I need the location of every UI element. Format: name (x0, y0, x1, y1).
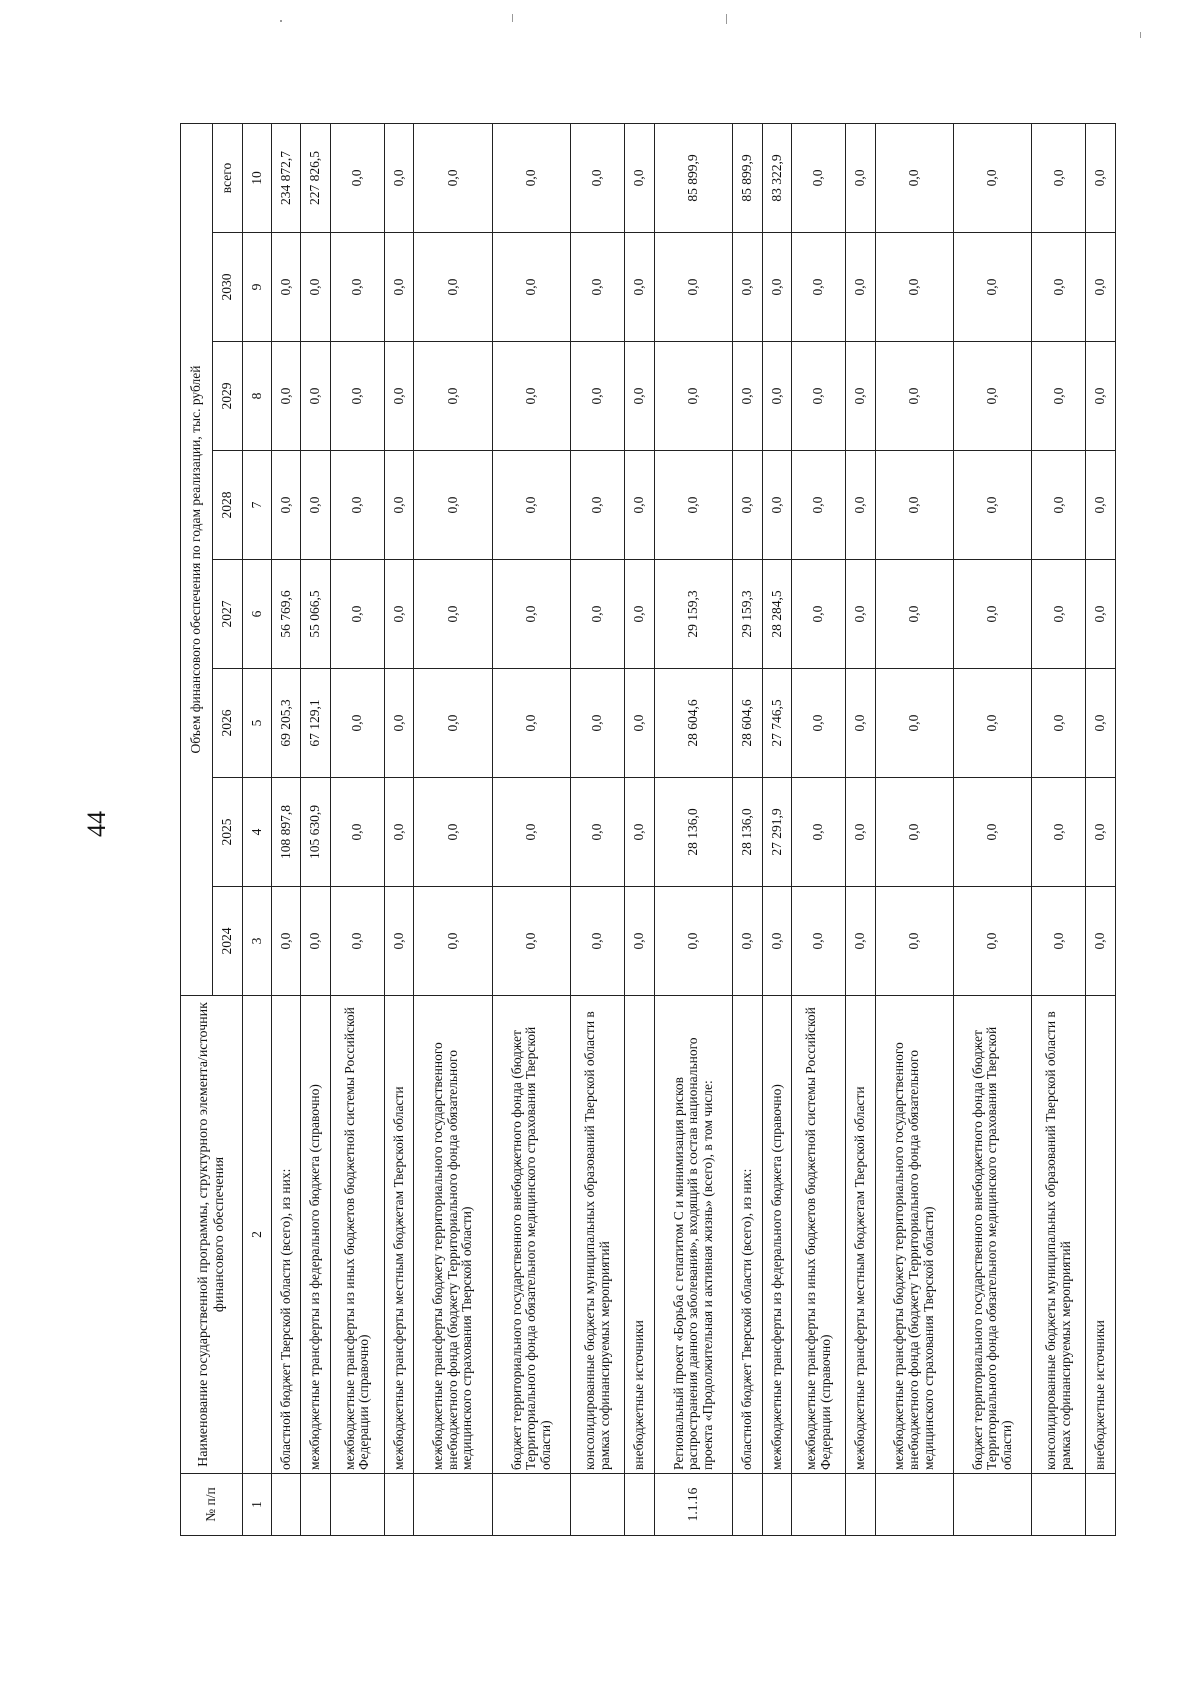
row-value: 0,0 (492, 560, 570, 669)
table-row (625, 123, 654, 1535)
row-value: 0,0 (571, 778, 625, 887)
row-number (733, 1474, 762, 1536)
row-value: 105 630,9 (301, 778, 330, 887)
row-value: 0,0 (733, 233, 762, 342)
row-number (384, 1474, 413, 1536)
table-body (272, 123, 1116, 1535)
row-value: 55 066,5 (301, 560, 330, 669)
row-value: 0,0 (875, 560, 953, 669)
row-number (301, 1474, 330, 1536)
row-number (414, 1474, 492, 1536)
row-number (846, 1474, 875, 1536)
row-value: 0,0 (654, 887, 732, 996)
table-row (762, 123, 791, 1535)
row-value: 0,0 (1032, 342, 1086, 451)
row-value: 0,0 (301, 233, 330, 342)
row-value: 0,0 (733, 887, 762, 996)
row-value: 0,0 (792, 451, 846, 560)
row-name: Региональный проект «Борьба с гепатитом С и минимизация рисков распространения данного заболевания», входящий в состав национального проекта «Продолжительная и активная жизнь» (всего), в том числе: (654, 996, 732, 1474)
row-value: 0,0 (953, 778, 1031, 887)
header-year: 2026 (213, 669, 243, 778)
table-row (414, 123, 492, 1535)
row-value: 0,0 (301, 451, 330, 560)
row-name: межбюджетные трансферты бюджету территориального государственного внебюджетного фонда (бюджету Территориального фонда обязательного медицинского страхования Тверской области) (875, 996, 953, 1474)
row-name: межбюджетные трансферты местным бюджетам Тверской области (846, 996, 875, 1474)
row-value: 69 205,3 (272, 669, 301, 778)
row-name: консолидированные бюджеты муниципальных образований Тверской области в рамках софинансируемых мероприятий (571, 996, 625, 1474)
row-name: областной бюджет Тверской области (всего), из них: (733, 996, 762, 1474)
row-value: 0,0 (571, 233, 625, 342)
row-value: 0,0 (654, 451, 732, 560)
table-row (1032, 123, 1086, 1535)
column-index: 1 (243, 1474, 272, 1536)
row-number (1032, 1474, 1086, 1536)
row-number (492, 1474, 570, 1536)
row-value: 0,0 (414, 778, 492, 887)
row-number (330, 1474, 384, 1536)
row-value: 0,0 (1032, 233, 1086, 342)
row-value: 0,0 (1086, 887, 1116, 996)
row-value: 0,0 (571, 560, 625, 669)
row-value: 0,0 (846, 123, 875, 232)
row-value: 0,0 (846, 560, 875, 669)
row-value: 0,0 (792, 233, 846, 342)
row-value: 0,0 (384, 887, 413, 996)
row-value: 28 604,6 (733, 669, 762, 778)
row-value: 0,0 (571, 342, 625, 451)
row-value: 0,0 (1086, 669, 1116, 778)
row-value: 0,0 (301, 342, 330, 451)
row-value: 0,0 (1032, 560, 1086, 669)
column-index: 4 (243, 778, 272, 887)
row-value: 0,0 (792, 342, 846, 451)
row-value: 0,0 (792, 669, 846, 778)
row-value: 0,0 (330, 778, 384, 887)
row-value: 0,0 (625, 451, 654, 560)
row-value: 0,0 (846, 887, 875, 996)
row-value: 0,0 (953, 560, 1031, 669)
column-index: 5 (243, 669, 272, 778)
row-value: 0,0 (330, 669, 384, 778)
table-row (654, 123, 732, 1535)
row-value: 0,0 (571, 123, 625, 232)
row-value: 227 826,5 (301, 123, 330, 232)
row-value: 0,0 (384, 560, 413, 669)
row-value: 0,0 (414, 887, 492, 996)
row-name: межбюджетные трансферты из федерального бюджета (справочно) (762, 996, 791, 1474)
row-value: 0,0 (384, 342, 413, 451)
scan-speck (726, 14, 727, 24)
row-value: 28 136,0 (733, 778, 762, 887)
rotated-table-container (180, 124, 1116, 1536)
row-value: 0,0 (272, 451, 301, 560)
header-name: Наименование государственной программы, структурного элемента/источник финансового обеспечения (181, 996, 243, 1474)
row-value: 0,0 (953, 233, 1031, 342)
row-value: 0,0 (1032, 451, 1086, 560)
row-value: 0,0 (875, 451, 953, 560)
scan-speck (512, 14, 513, 22)
row-value: 0,0 (846, 669, 875, 778)
table-row (492, 123, 570, 1535)
row-value: 0,0 (654, 342, 732, 451)
scan-speck (280, 20, 282, 22)
row-value: 0,0 (1032, 669, 1086, 778)
row-value: 27 746,5 (762, 669, 791, 778)
table-row (571, 123, 625, 1535)
row-value: 0,0 (762, 451, 791, 560)
row-number (272, 1474, 301, 1536)
row-name: межбюджетные трансферты местным бюджетам Тверской области (384, 996, 413, 1474)
row-value: 0,0 (492, 451, 570, 560)
row-name: внебюджетные источники (625, 996, 654, 1474)
table-row (1086, 123, 1116, 1535)
row-value: 0,0 (1032, 123, 1086, 232)
column-index: 9 (243, 233, 272, 342)
row-value: 0,0 (846, 778, 875, 887)
row-value: 0,0 (792, 887, 846, 996)
row-value: 0,0 (846, 451, 875, 560)
row-value: 85 899,9 (654, 123, 732, 232)
row-value: 27 291,9 (762, 778, 791, 887)
row-name: областной бюджет Тверской области (всего), из них: (272, 996, 301, 1474)
row-value: 0,0 (414, 451, 492, 560)
row-value: 0,0 (792, 778, 846, 887)
row-value: 0,0 (492, 669, 570, 778)
row-value: 28 284,5 (762, 560, 791, 669)
row-value: 0,0 (492, 342, 570, 451)
page-number: 44 (82, 811, 111, 837)
row-value: 0,0 (272, 887, 301, 996)
table-row (953, 123, 1031, 1535)
row-value: 0,0 (875, 342, 953, 451)
row-value: 0,0 (330, 560, 384, 669)
row-value: 0,0 (384, 778, 413, 887)
header-year: 2029 (213, 342, 243, 451)
row-value: 0,0 (625, 233, 654, 342)
row-value: 0,0 (953, 669, 1031, 778)
row-number (1086, 1474, 1116, 1536)
header-year: 2027 (213, 560, 243, 669)
row-value: 0,0 (384, 233, 413, 342)
row-number: 1.1.16 (654, 1474, 732, 1536)
row-name: бюджет территориального государственного внебюджетного фонда (бюджет Территориального фонда обязательного медицинского страхования Тверской области) (492, 996, 570, 1474)
row-value: 0,0 (625, 887, 654, 996)
row-value: 0,0 (1086, 342, 1116, 451)
row-value: 0,0 (414, 123, 492, 232)
row-number (875, 1474, 953, 1536)
row-value: 0,0 (846, 233, 875, 342)
row-value: 0,0 (875, 778, 953, 887)
row-name: консолидированные бюджеты муниципальных образований Тверской области в рамках софинансируемых мероприятий (1032, 996, 1086, 1474)
row-number (762, 1474, 791, 1536)
row-value: 0,0 (571, 887, 625, 996)
column-index: 8 (243, 342, 272, 451)
table-row (272, 123, 301, 1535)
row-value: 0,0 (792, 560, 846, 669)
row-value: 0,0 (654, 233, 732, 342)
row-value: 0,0 (733, 342, 762, 451)
row-number (571, 1474, 625, 1536)
table-row (846, 123, 875, 1535)
row-value: 83 322,9 (762, 123, 791, 232)
column-index: 7 (243, 451, 272, 560)
row-value: 0,0 (492, 778, 570, 887)
row-value: 0,0 (414, 233, 492, 342)
row-value: 0,0 (330, 233, 384, 342)
table-row (384, 123, 413, 1535)
row-value: 0,0 (733, 451, 762, 560)
row-value: 28 136,0 (654, 778, 732, 887)
header-year: 2028 (213, 451, 243, 560)
row-value: 0,0 (625, 778, 654, 887)
column-index: 10 (243, 123, 272, 232)
row-value: 0,0 (875, 669, 953, 778)
row-name: межбюджетные трансферты из федерального бюджета (справочно) (301, 996, 330, 1474)
row-number (792, 1474, 846, 1536)
row-value: 0,0 (762, 233, 791, 342)
row-value: 0,0 (492, 233, 570, 342)
table-row (301, 123, 330, 1535)
header-year: 2030 (213, 233, 243, 342)
row-value: 0,0 (762, 887, 791, 996)
table-row (792, 123, 846, 1535)
row-value: 67 129,1 (301, 669, 330, 778)
row-value: 85 899,9 (733, 123, 762, 232)
row-value: 0,0 (384, 669, 413, 778)
row-value: 0,0 (625, 560, 654, 669)
header-year: всего (213, 123, 243, 232)
row-value: 0,0 (1086, 560, 1116, 669)
row-value: 234 872,7 (272, 123, 301, 232)
row-value: 0,0 (414, 342, 492, 451)
row-value: 0,0 (625, 123, 654, 232)
table-row (330, 123, 384, 1535)
row-number (953, 1474, 1031, 1536)
row-value: 29 159,3 (654, 560, 732, 669)
row-value: 0,0 (1086, 451, 1116, 560)
row-value: 0,0 (492, 887, 570, 996)
row-value: 0,0 (875, 233, 953, 342)
row-value: 0,0 (625, 669, 654, 778)
row-name: межбюджетные трансферты из иных бюджетов бюджетной системы Российской Федерации (справочно) (330, 996, 384, 1474)
column-index: 3 (243, 887, 272, 996)
row-value: 0,0 (414, 560, 492, 669)
table-row (733, 123, 762, 1535)
row-value: 0,0 (953, 123, 1031, 232)
row-value: 0,0 (330, 887, 384, 996)
table-header (181, 123, 272, 1535)
row-value: 0,0 (953, 451, 1031, 560)
row-name: внебюджетные источники (1086, 996, 1116, 1474)
row-name: межбюджетные трансферты бюджету территориального государственного внебюджетного фонда (бюджету Территориального фонда обязательного медицинского страхования Тверской области) (414, 996, 492, 1474)
row-value: 0,0 (571, 669, 625, 778)
row-value: 28 604,6 (654, 669, 732, 778)
row-value: 0,0 (272, 233, 301, 342)
financing-table (180, 123, 1116, 1536)
row-number (625, 1474, 654, 1536)
row-value: 0,0 (414, 669, 492, 778)
row-value: 0,0 (384, 123, 413, 232)
column-index: 2 (243, 996, 272, 1474)
row-value: 0,0 (762, 342, 791, 451)
row-value: 0,0 (1032, 778, 1086, 887)
row-value: 0,0 (492, 123, 570, 232)
row-value: 0,0 (953, 887, 1031, 996)
row-value: 0,0 (571, 451, 625, 560)
header-group: Объем финансового обеспечения по годам реализации, тыс. рублей (181, 123, 213, 995)
row-value: 0,0 (272, 342, 301, 451)
row-value: 0,0 (625, 342, 654, 451)
row-value: 0,0 (1086, 778, 1116, 887)
row-value: 0,0 (875, 123, 953, 232)
row-value: 0,0 (1086, 233, 1116, 342)
table-row (875, 123, 953, 1535)
row-value: 29 159,3 (733, 560, 762, 669)
row-value: 0,0 (330, 123, 384, 232)
row-value: 0,0 (301, 887, 330, 996)
row-value: 0,0 (953, 342, 1031, 451)
header-num: № п/п (181, 1474, 243, 1536)
row-value: 0,0 (1032, 887, 1086, 996)
header-year: 2025 (213, 778, 243, 887)
header-year: 2024 (213, 887, 243, 996)
row-value: 108 897,8 (272, 778, 301, 887)
row-name: бюджет территориального государственного внебюджетного фонда (бюджет Территориального фонда обязательного медицинского страхования Тверской области) (953, 996, 1031, 1474)
row-value: 0,0 (1086, 123, 1116, 232)
row-value: 0,0 (330, 451, 384, 560)
row-value: 0,0 (330, 342, 384, 451)
row-value: 56 769,6 (272, 560, 301, 669)
index-row (243, 123, 272, 1535)
row-value: 0,0 (384, 451, 413, 560)
row-value: 0,0 (875, 887, 953, 996)
scan-speck (1140, 32, 1141, 38)
row-value: 0,0 (846, 342, 875, 451)
row-name: межбюджетные трансферты из иных бюджетов бюджетной системы Российской Федерации (справочно) (792, 996, 846, 1474)
row-value: 0,0 (792, 123, 846, 232)
column-index: 6 (243, 560, 272, 669)
